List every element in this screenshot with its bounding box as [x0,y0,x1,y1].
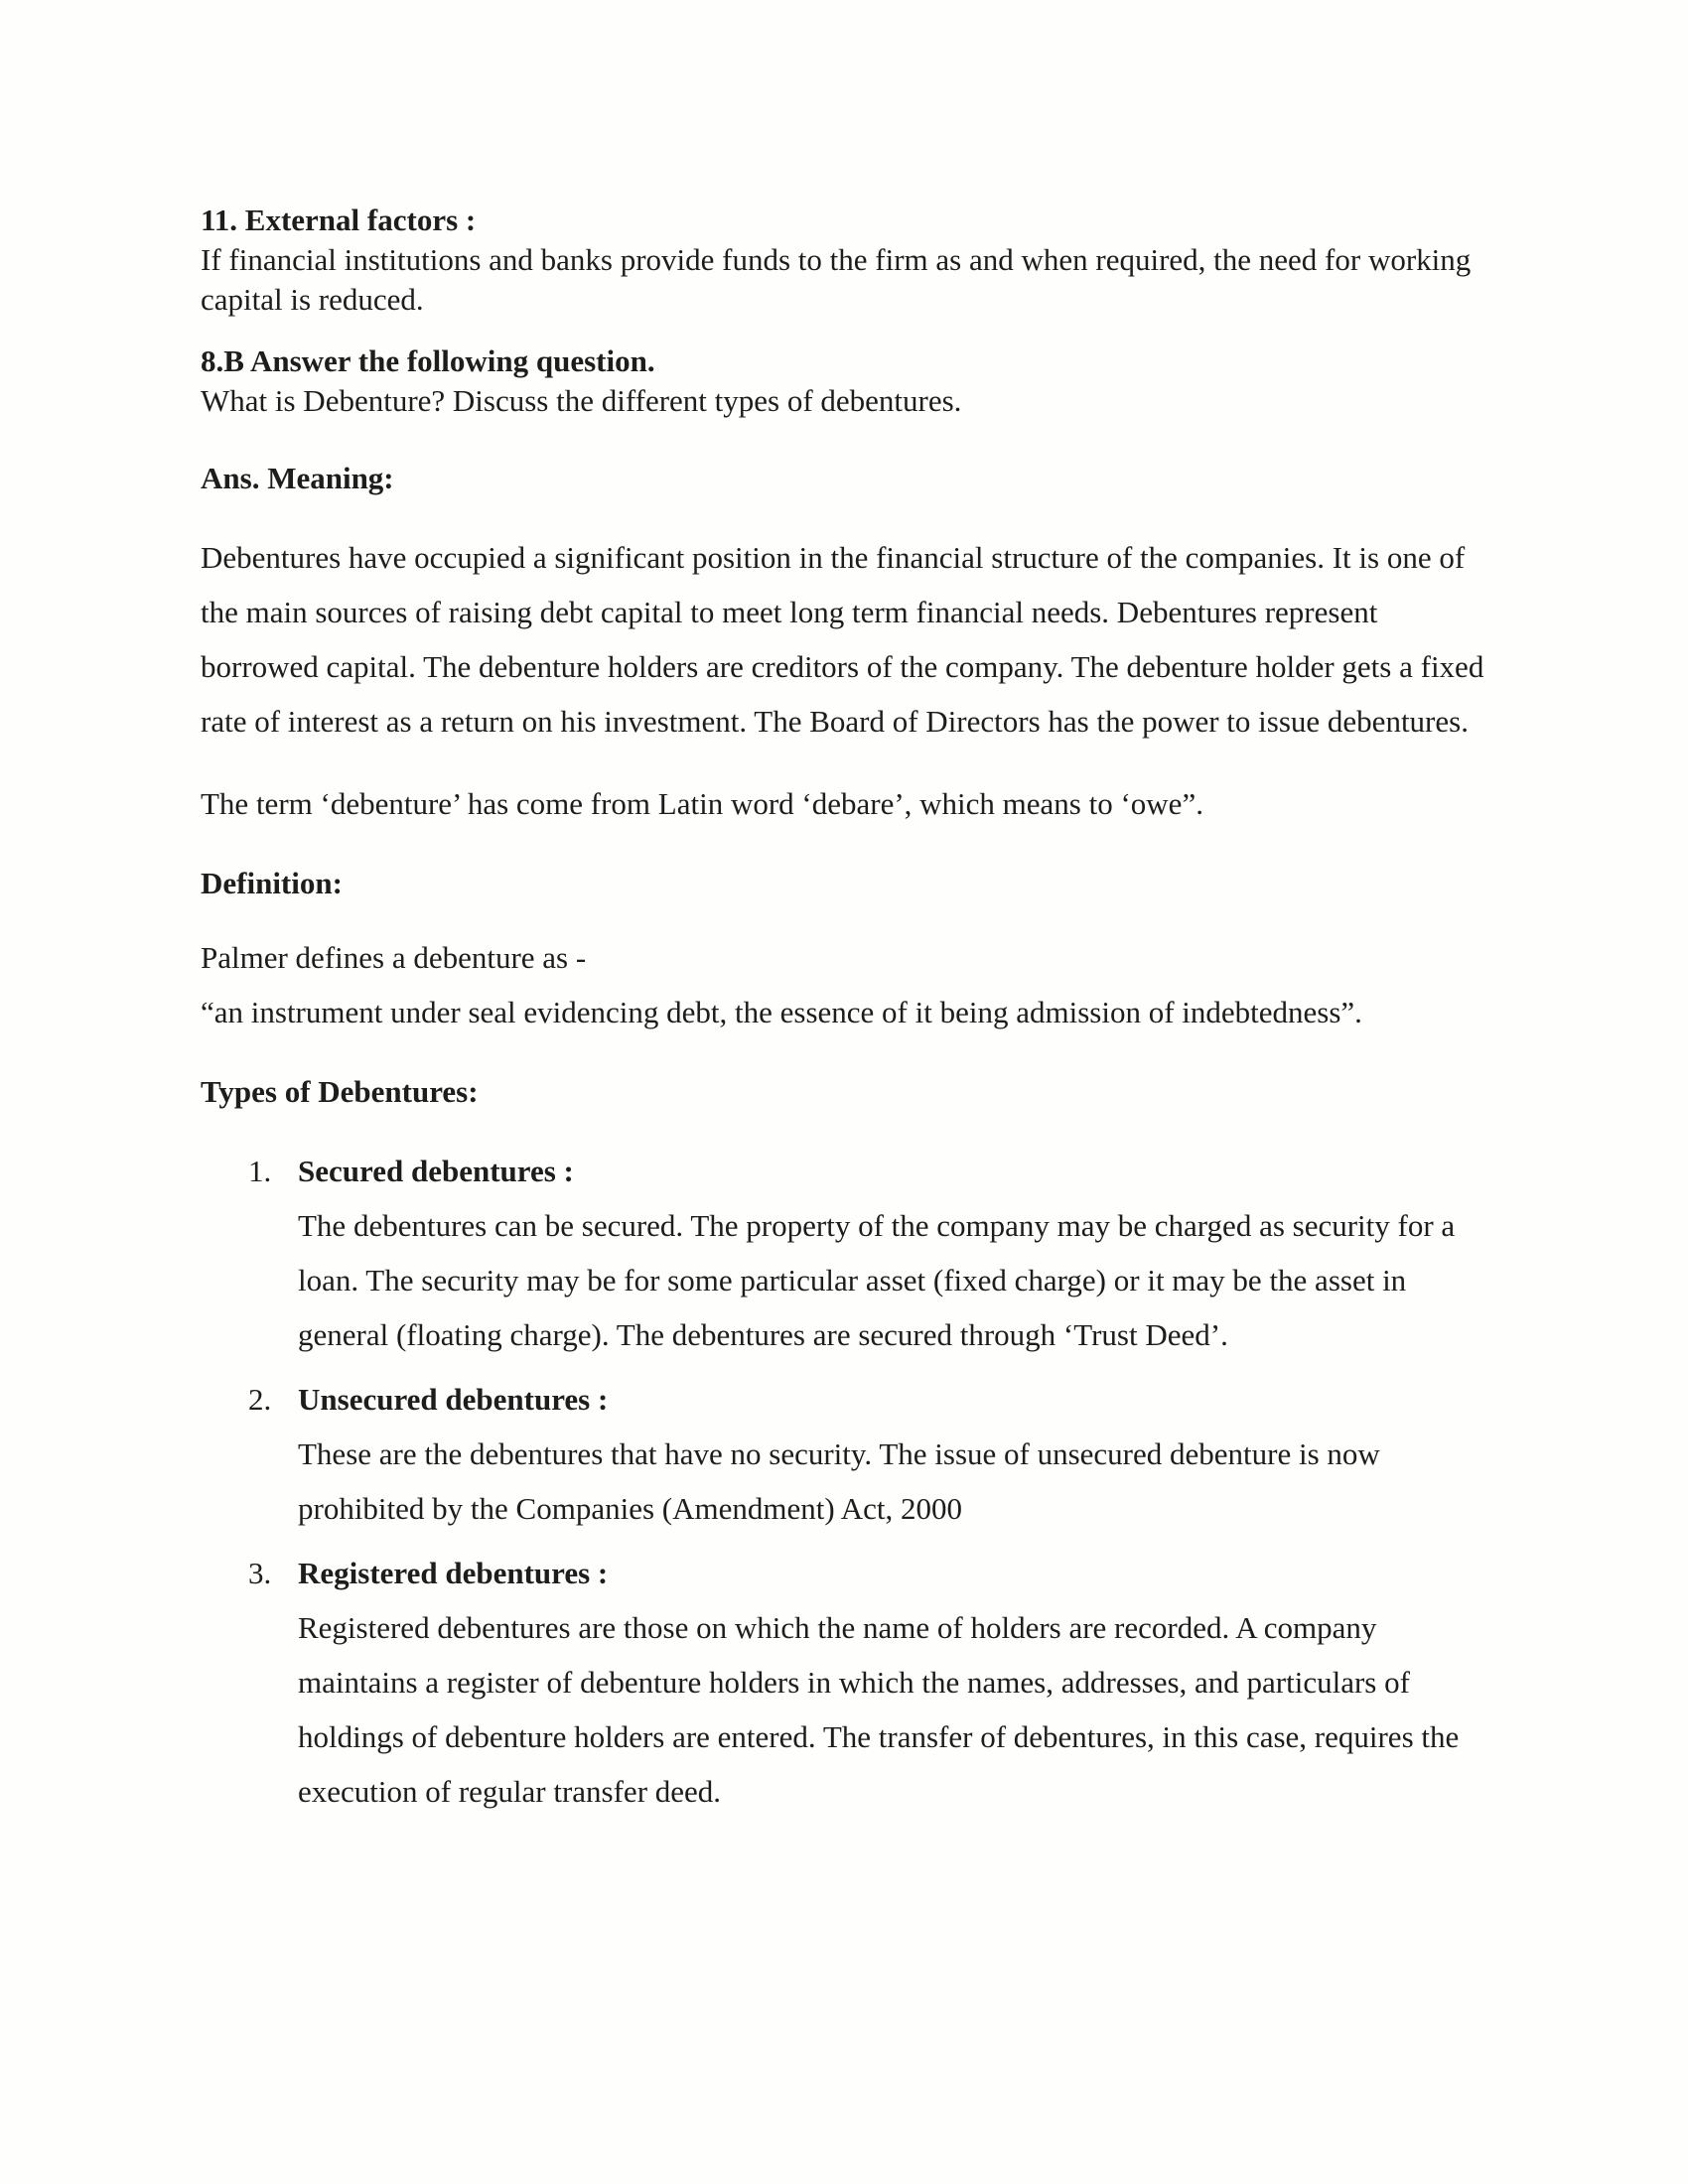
definition-quote: “an instrument under seal evidencing debt, the essence of it being admission of indebtedness”. [201,995,1362,1029]
list-item-title: Registered debentures : [298,1556,609,1590]
list-item-body: The debentures can be secured. The property of the company may be charged as security for a loan. The security may be for some particular asset (fixed charge) or it may be the asset in general (floating charge). The debentures are secured through ‘Trust Deed’. [298,1208,1456,1352]
list-item-title: Secured debentures : [298,1154,574,1188]
meaning-paragraph: Debentures have occupied a significant position in the financial structure of the companies. It is one of the main sources of raising debt capital to meet long term financial needs. Debentures represent borrowed capital. The debenture holders are creditors of the company. The debenture holder gets a fixed rate of interest as a return on his investment. The Board of Directors has the power to issue debentures. [201,540,1484,739]
external-factors-heading: 11. External factors : [201,203,477,237]
list-item-body: Registered debentures are those on which the name of holders are recorded. A company maintains a register of debenture holders in which the names, addresses, and particulars of holdings of debenture holders are entered. The transfer of debentures, in this case, requires the execution of regular transfer deed. [298,1610,1460,1809]
definition-intro: Palmer defines a debenture as - [201,940,587,975]
list-item-number: 3. [248,1556,272,1590]
list-item-content [298,1372,1475,1536]
debenture-types-list [248,1144,1486,1819]
list-item-number: 1. [248,1154,272,1188]
answer-meaning-heading: Ans. Meaning: [201,461,394,495]
list-item-body: These are the debentures that have no security. The issue of unsecured debenture is now prohibited by the Companies (Amendment) Act, 2000 [298,1436,1380,1526]
list-item-content [298,1546,1475,1819]
list-item-secured-debentures [248,1144,1486,1362]
term-origin-paragraph: The term ‘debenture’ has come from Latin word ‘debare’, which means to ‘owe”. [201,786,1203,821]
types-of-debentures-heading: Types of Debentures: [201,1074,479,1109]
list-item-registered-debentures [248,1546,1486,1819]
section-external-factors [201,201,1486,320]
question-heading: 8.B Answer the following question. [201,343,655,378]
question-body: What is Debenture? Discuss the different types of debentures. [201,383,962,418]
document-content [201,201,1486,1819]
definition-heading: Definition: [201,866,343,900]
external-factors-body: If financial institutions and banks provide funds to the firm as and when required, the need for working capital is reduced. [201,242,1472,317]
list-item-number: 2. [248,1382,272,1417]
section-question [201,341,1486,421]
list-item-content [298,1144,1475,1362]
list-item-unsecured-debentures [248,1372,1486,1536]
list-item-title: Unsecured debentures : [298,1382,609,1417]
